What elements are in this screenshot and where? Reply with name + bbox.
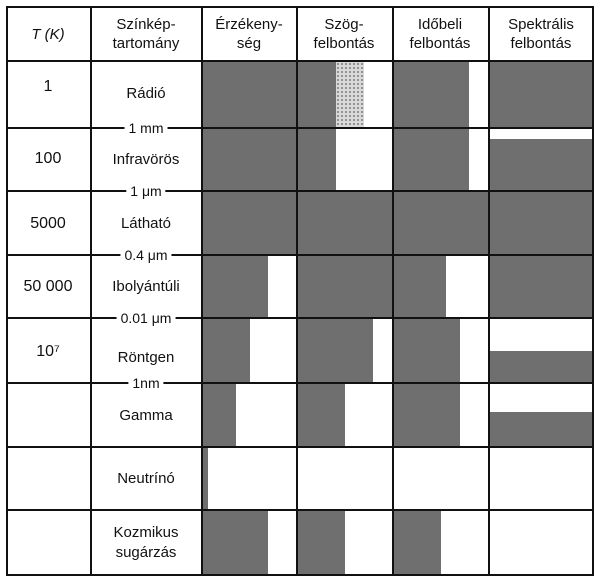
coverage-sensitivity-row-2 (203, 129, 296, 190)
boundary-label-1nm: 1nm (128, 376, 163, 390)
coverage-sensitivity-row-3 (203, 192, 296, 254)
coverage-angular-row-2 (298, 129, 336, 190)
grid-line (6, 6, 594, 8)
grid-line (296, 6, 298, 576)
grid-line (201, 6, 203, 576)
row-4-temperature-text: 50 000 (23, 278, 73, 295)
header-sensitivity-label: Érzékeny- ség (215, 16, 283, 52)
row-7-range (92, 448, 200, 510)
grid-line (6, 127, 594, 129)
grid-line (6, 574, 594, 576)
row-7-temperature (8, 448, 88, 510)
coverage-angular-dotted-row-1 (336, 62, 364, 127)
grid-line (488, 6, 490, 576)
header-angular (298, 8, 390, 60)
coverage-angular-row-6 (298, 384, 345, 446)
row-6-temperature (8, 384, 88, 446)
row-8-range (92, 512, 200, 574)
row-5-temperature-text: 10⁷ (36, 343, 60, 360)
row-4-range-text: Ibolyántúli (112, 278, 180, 295)
row-2-temperature-text: 100 (34, 150, 62, 167)
coverage-spectral-row-2-gap (490, 129, 592, 139)
row-2-range-text: Infravörös (112, 151, 180, 168)
coverage-sensitivity-row-1 (203, 62, 296, 127)
header-temperature-label: T (K) (31, 25, 65, 43)
header-range-label: Színkép- tartomány (112, 16, 180, 52)
coverage-angular-row-3 (298, 192, 392, 254)
coverage-angular-row-8 (298, 511, 345, 574)
row-4-range (92, 258, 200, 316)
boundary-label-04um: 0.4 μm (120, 248, 171, 262)
grid-line (6, 317, 594, 319)
row-3-temperature-text: 5000 (30, 215, 66, 232)
header-angular-label: Szög- felbontás (313, 16, 375, 52)
grid-line (392, 6, 394, 576)
header-temperature (8, 8, 88, 60)
row-3-temperature (8, 194, 88, 254)
header-range (92, 8, 200, 60)
boundary-label-001um: 0.01 μm (117, 311, 176, 325)
grid-line (90, 6, 92, 576)
grid-line (6, 509, 594, 511)
coverage-angular-row-1 (298, 62, 336, 127)
row-5-temperature (8, 320, 88, 382)
coverage-spectral-row-1 (490, 62, 592, 127)
row-3-range-text: Látható (120, 215, 172, 232)
row-1-temperature (8, 62, 88, 112)
coverage-temporal-row-5 (394, 319, 460, 382)
coverage-temporal-row-6 (394, 384, 460, 446)
coverage-temporal-row-4 (394, 256, 446, 317)
coverage-spectral-row-5 (490, 351, 592, 383)
row-2-temperature (8, 130, 88, 188)
row-6-range-text: Gamma (119, 407, 173, 424)
header-spectral (490, 8, 592, 60)
header-temporal-label: Időbeli felbontás (409, 16, 471, 52)
coverage-sensitivity-row-6 (203, 384, 236, 446)
coverage-spectral-row-6 (490, 412, 592, 446)
coverage-sensitivity-row-5 (203, 319, 250, 382)
coverage-temporal-row-3 (394, 192, 488, 254)
grid-line (6, 254, 594, 256)
row-1-range-text: Rádió (126, 85, 166, 102)
row-5-range-text: Röntgen (117, 349, 175, 366)
grid-line (6, 60, 594, 62)
coverage-angular-row-4 (298, 256, 392, 317)
header-temporal (394, 8, 486, 60)
boundary-label-1mm: 1 mm (125, 121, 168, 135)
grid-line (6, 190, 594, 192)
coverage-spectral-row-3 (490, 192, 592, 254)
coverage-temporal-row-8 (394, 511, 441, 574)
row-4-temperature (8, 258, 88, 316)
header-spectral-label: Spektrális felbontás (508, 16, 574, 52)
coverage-temporal-row-1 (394, 62, 469, 127)
coverage-temporal-row-2 (394, 129, 469, 190)
row-8-range-text: Kozmikus sugárzás (113, 524, 179, 561)
coverage-sensitivity-row-4 (203, 256, 268, 317)
coverage-spectral-row-4 (490, 256, 592, 317)
coverage-sensitivity-row-8 (203, 511, 268, 574)
grid-line (6, 382, 594, 384)
row-3-range (92, 194, 200, 254)
grid-line (6, 446, 594, 448)
grid-line (592, 6, 594, 576)
row-6-range (92, 386, 200, 446)
boundary-label-1um: 1 μm (126, 184, 165, 198)
row-7-range-text: Neutrínó (117, 470, 175, 487)
grid-line (6, 6, 8, 576)
header-sensitivity (204, 8, 294, 60)
coverage-angular-row-5 (298, 319, 373, 382)
row-2-range (92, 130, 200, 190)
row-1-temperature-text: 1 (43, 78, 53, 95)
row-8-temperature (8, 512, 88, 574)
row-1-range (92, 62, 200, 126)
coverage-sensitivity-row-7 (203, 448, 208, 509)
